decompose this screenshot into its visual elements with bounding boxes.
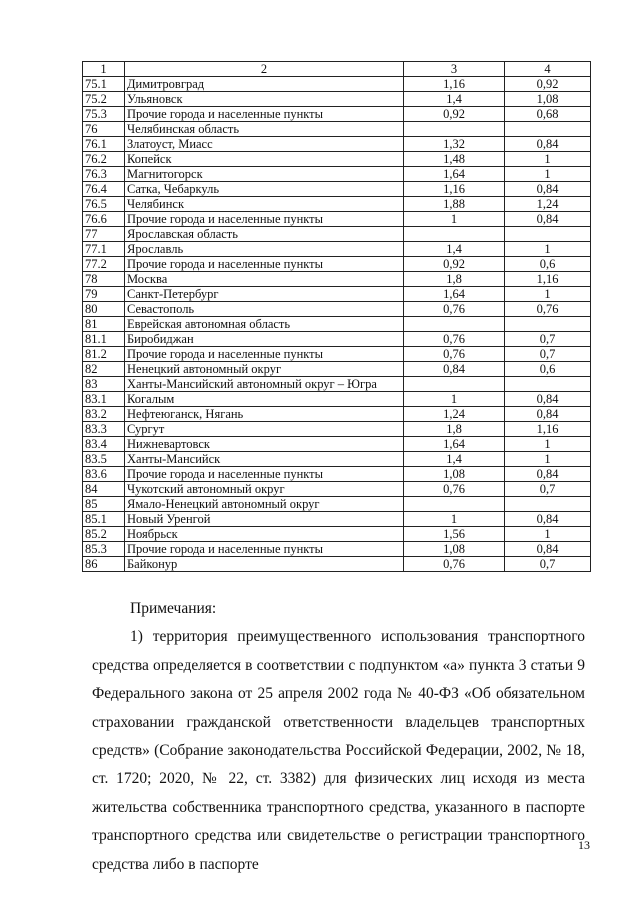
table-row xyxy=(83,542,591,557)
region-name-cell: Ханты-Мансийский автономный округ – Югра xyxy=(125,377,404,392)
header-cell-2: 2 xyxy=(125,62,404,77)
coefficient-table xyxy=(82,61,591,572)
table-row xyxy=(83,377,591,392)
table-row xyxy=(83,527,591,542)
region-name-cell: Челябинск xyxy=(125,197,404,212)
coefficient-cell-3: 1 xyxy=(404,392,505,407)
coefficient-cell-4: 0,7 xyxy=(505,557,591,572)
table-row xyxy=(83,332,591,347)
row-number-cell: 81 xyxy=(83,317,125,332)
region-name-cell: Златоуст, Миасс xyxy=(125,137,404,152)
coefficient-cell-4: 1 xyxy=(505,437,591,452)
row-number-cell: 77.1 xyxy=(83,242,125,257)
coefficient-cell-3: 1,08 xyxy=(404,467,505,482)
row-number-cell: 75.3 xyxy=(83,107,125,122)
coefficient-cell-4: 0,84 xyxy=(505,137,591,152)
coefficient-cell-3 xyxy=(404,377,505,392)
region-name-cell: Прочие города и населенные пункты xyxy=(125,347,404,362)
coefficient-cell-3: 0,92 xyxy=(404,257,505,272)
coefficient-cell-4: 1 xyxy=(505,242,591,257)
row-number-cell: 78 xyxy=(83,272,125,287)
coefficient-cell-4: 1 xyxy=(505,527,591,542)
row-number-cell: 85.3 xyxy=(83,542,125,557)
region-name-cell: Ямало-Ненецкий автономный округ xyxy=(125,497,404,512)
coefficient-cell-3: 1,4 xyxy=(404,452,505,467)
table-row xyxy=(83,407,591,422)
table-row xyxy=(83,422,591,437)
coefficient-cell-4: 0,84 xyxy=(505,512,591,527)
table-row xyxy=(83,227,591,242)
coefficient-cell-4: 1,24 xyxy=(505,197,591,212)
table-row xyxy=(83,167,591,182)
coefficient-cell-3: 1,64 xyxy=(404,437,505,452)
table-row xyxy=(83,107,591,122)
header-cell-4: 4 xyxy=(505,62,591,77)
region-name-cell: Санкт-Петербург xyxy=(125,287,404,302)
notes-paragraph: 1) территория преимущественного использования транспортного средства определяется в соответствии с подпунктом «а» пункта 3 статьи 9 Федерального закона от 25 апреля 2002 года № 40-ФЗ «Об обязательном страховании гражданской ответственности владельцев транспортных средств» (Собрание законодательства Российской Федерации, 2002, № 18, ст. 1720; 2020, № 22, ст. 3382) для физических лиц исходя из места жительства собственника транспортного средства, указанного в паспорте транспортного средства или свидетельстве о регистрации транспортного средства либо в паспорте xyxy=(92,628,585,873)
table-row xyxy=(83,137,591,152)
coefficient-cell-3: 0,76 xyxy=(404,347,505,362)
coefficient-cell-3 xyxy=(404,497,505,512)
coefficient-cell-3: 1,4 xyxy=(404,92,505,107)
coefficient-cell-3: 0,76 xyxy=(404,557,505,572)
table-row xyxy=(83,272,591,287)
notes-title: Примечания: xyxy=(130,600,217,617)
coefficient-cell-3: 0,76 xyxy=(404,302,505,317)
coefficient-cell-4: 0,84 xyxy=(505,182,591,197)
region-name-cell: Ярославль xyxy=(125,242,404,257)
table-header-row xyxy=(83,62,591,77)
row-number-cell: 77 xyxy=(83,227,125,242)
coefficient-cell-4: 0,76 xyxy=(505,302,591,317)
region-name-cell: Прочие города и населенные пункты xyxy=(125,212,404,227)
table-row xyxy=(83,242,591,257)
coefficient-cell-4: 0,68 xyxy=(505,107,591,122)
notes-section xyxy=(92,595,585,879)
coefficient-cell-4 xyxy=(505,317,591,332)
coefficient-cell-4: 0,84 xyxy=(505,467,591,482)
coefficient-cell-4: 1 xyxy=(505,152,591,167)
table-row xyxy=(83,182,591,197)
table-row xyxy=(83,437,591,452)
coefficient-cell-3: 0,92 xyxy=(404,107,505,122)
table-row xyxy=(83,287,591,302)
region-name-cell: Байконур xyxy=(125,557,404,572)
region-name-cell: Нефтеюганск, Нягань xyxy=(125,407,404,422)
row-number-cell: 83.4 xyxy=(83,437,125,452)
row-number-cell: 76.1 xyxy=(83,137,125,152)
coefficient-cell-3: 1,4 xyxy=(404,242,505,257)
region-name-cell: Сатка, Чебаркуль xyxy=(125,182,404,197)
table-row xyxy=(83,392,591,407)
row-number-cell: 75.2 xyxy=(83,92,125,107)
coefficient-cell-4: 0,6 xyxy=(505,257,591,272)
region-name-cell: Челябинская область xyxy=(125,122,404,137)
coefficient-cell-4: 1,16 xyxy=(505,272,591,287)
region-name-cell: Ярославская область xyxy=(125,227,404,242)
row-number-cell: 76.4 xyxy=(83,182,125,197)
table-row xyxy=(83,212,591,227)
region-name-cell: Нижневартовск xyxy=(125,437,404,452)
region-name-cell: Еврейская автономная область xyxy=(125,317,404,332)
region-name-cell: Прочие города и населенные пункты xyxy=(125,467,404,482)
table-row xyxy=(83,452,591,467)
coefficient-cell-4: 0,84 xyxy=(505,542,591,557)
table-row xyxy=(83,557,591,572)
region-name-cell: Прочие города и населенные пункты xyxy=(125,542,404,557)
row-number-cell: 76.6 xyxy=(83,212,125,227)
coefficient-cell-3: 1,88 xyxy=(404,197,505,212)
table-row xyxy=(83,467,591,482)
region-name-cell: Ханты-Мансийск xyxy=(125,452,404,467)
region-name-cell: Новый Уренгой xyxy=(125,512,404,527)
row-number-cell: 76 xyxy=(83,122,125,137)
coefficient-cell-3: 0,76 xyxy=(404,332,505,347)
coefficient-cell-4: 0,84 xyxy=(505,407,591,422)
region-name-cell: Димитровград xyxy=(125,77,404,92)
coefficient-cell-3: 1,16 xyxy=(404,77,505,92)
header-cell-3: 3 xyxy=(404,62,505,77)
row-number-cell: 76.3 xyxy=(83,167,125,182)
coefficient-cell-3: 0,84 xyxy=(404,362,505,377)
table-row xyxy=(83,317,591,332)
coefficient-cell-4: 0,7 xyxy=(505,332,591,347)
page-number: 13 xyxy=(578,838,590,852)
row-number-cell: 80 xyxy=(83,302,125,317)
region-name-cell: Копейск xyxy=(125,152,404,167)
coefficient-cell-4: 0,7 xyxy=(505,482,591,497)
table-row xyxy=(83,122,591,137)
region-name-cell: Прочие города и населенные пункты xyxy=(125,107,404,122)
coefficient-cell-3: 1,24 xyxy=(404,407,505,422)
row-number-cell: 84 xyxy=(83,482,125,497)
coefficient-cell-4: 1 xyxy=(505,287,591,302)
row-number-cell: 85.1 xyxy=(83,512,125,527)
table-row xyxy=(83,197,591,212)
coefficient-cell-4: 1,16 xyxy=(505,422,591,437)
coefficient-cell-3: 1,8 xyxy=(404,272,505,287)
coefficient-cell-4: 0,84 xyxy=(505,392,591,407)
region-name-cell: Чукотский автономный округ xyxy=(125,482,404,497)
row-number-cell: 85.2 xyxy=(83,527,125,542)
table-row xyxy=(83,302,591,317)
region-name-cell: Севастополь xyxy=(125,302,404,317)
region-name-cell: Ульяновск xyxy=(125,92,404,107)
row-number-cell: 83.1 xyxy=(83,392,125,407)
row-number-cell: 75.1 xyxy=(83,77,125,92)
region-name-cell: Ноябрьск xyxy=(125,527,404,542)
row-number-cell: 81.1 xyxy=(83,332,125,347)
coefficient-cell-3: 1,56 xyxy=(404,527,505,542)
table-row xyxy=(83,512,591,527)
table-row xyxy=(83,257,591,272)
table-row xyxy=(83,497,591,512)
row-number-cell: 83.3 xyxy=(83,422,125,437)
table-row xyxy=(83,347,591,362)
region-name-cell: Москва xyxy=(125,272,404,287)
header-cell-1: 1 xyxy=(83,62,125,77)
coefficient-cell-3: 1,8 xyxy=(404,422,505,437)
coefficient-cell-3: 0,76 xyxy=(404,482,505,497)
coefficient-cell-4: 0,84 xyxy=(505,212,591,227)
row-number-cell: 83.2 xyxy=(83,407,125,422)
row-number-cell: 82 xyxy=(83,362,125,377)
coefficient-cell-4 xyxy=(505,227,591,242)
coefficient-cell-4 xyxy=(505,497,591,512)
coefficient-cell-3 xyxy=(404,317,505,332)
table-row xyxy=(83,92,591,107)
row-number-cell: 83 xyxy=(83,377,125,392)
coefficient-cell-4: 1 xyxy=(505,452,591,467)
coefficient-cell-4: 0,92 xyxy=(505,77,591,92)
coefficient-cell-4: 1 xyxy=(505,167,591,182)
region-name-cell: Ненецкий автономный округ xyxy=(125,362,404,377)
row-number-cell: 76.2 xyxy=(83,152,125,167)
row-number-cell: 77.2 xyxy=(83,257,125,272)
coefficient-cell-3: 1,16 xyxy=(404,182,505,197)
coefficient-cell-4 xyxy=(505,377,591,392)
coefficient-cell-4: 0,7 xyxy=(505,347,591,362)
row-number-cell: 83.6 xyxy=(83,467,125,482)
row-number-cell: 79 xyxy=(83,287,125,302)
coefficient-cell-3: 1,48 xyxy=(404,152,505,167)
table-row xyxy=(83,152,591,167)
coefficient-cell-3: 1,08 xyxy=(404,542,505,557)
row-number-cell: 85 xyxy=(83,497,125,512)
row-number-cell: 76.5 xyxy=(83,197,125,212)
table-row xyxy=(83,482,591,497)
coefficient-cell-3: 1 xyxy=(404,512,505,527)
row-number-cell: 81.2 xyxy=(83,347,125,362)
region-name-cell: Когалым xyxy=(125,392,404,407)
coefficient-cell-3 xyxy=(404,122,505,137)
coefficient-cell-4: 0,6 xyxy=(505,362,591,377)
coefficient-cell-3: 1,64 xyxy=(404,167,505,182)
region-name-cell: Биробиджан xyxy=(125,332,404,347)
coefficient-cell-3: 1,32 xyxy=(404,137,505,152)
coefficient-cell-3: 1,64 xyxy=(404,287,505,302)
region-name-cell: Прочие города и населенные пункты xyxy=(125,257,404,272)
region-name-cell: Сургут xyxy=(125,422,404,437)
row-number-cell: 83.5 xyxy=(83,452,125,467)
region-name-cell: Магнитогорск xyxy=(125,167,404,182)
coefficient-cell-3: 1 xyxy=(404,212,505,227)
coefficient-cell-4 xyxy=(505,122,591,137)
row-number-cell: 86 xyxy=(83,557,125,572)
table-row xyxy=(83,362,591,377)
coefficient-cell-4: 1,08 xyxy=(505,92,591,107)
table-row xyxy=(83,77,591,92)
coefficient-cell-3 xyxy=(404,227,505,242)
